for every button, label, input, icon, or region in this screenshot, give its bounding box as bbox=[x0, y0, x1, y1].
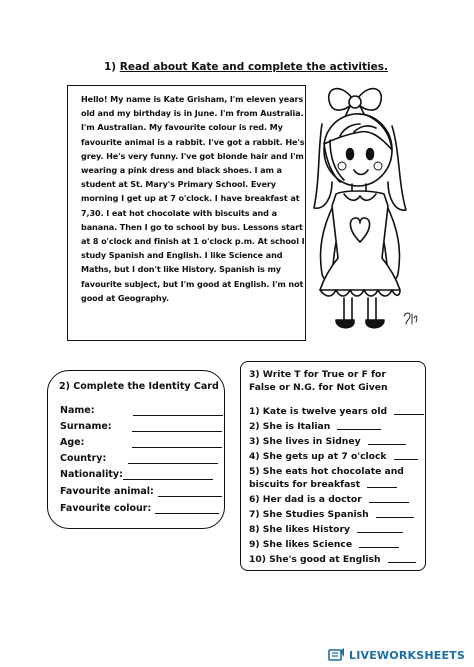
tf-answer-blank[interactable] bbox=[367, 478, 397, 488]
tf-statement: 8) She likes History bbox=[249, 524, 350, 535]
reading-line: morning I get up at 7 o'clock. I have breakfast at bbox=[81, 193, 300, 204]
field-label: Favourite animal: bbox=[60, 486, 154, 497]
tf-statement: 9) She likes Science bbox=[249, 539, 353, 550]
tf-answer-blank[interactable] bbox=[394, 450, 418, 460]
tf-item bbox=[249, 405, 424, 418]
reading-line: 7,30. I eat hot chocolate with biscuits and a bbox=[81, 207, 277, 218]
tf-item bbox=[249, 478, 397, 491]
identity-field-age bbox=[60, 437, 222, 448]
favourite-animal-answer-blank[interactable] bbox=[158, 487, 222, 497]
liveworksheets-logo-icon bbox=[328, 648, 346, 662]
girl-illustration bbox=[300, 78, 420, 340]
tf-statement: 6) Her dad is a doctor bbox=[249, 494, 362, 505]
reading-line: old and my birthday is in June. I'm from Australia. bbox=[81, 108, 304, 119]
tf-statement: 7) She Studies Spanish bbox=[249, 509, 369, 520]
tf-answer-blank[interactable] bbox=[369, 493, 409, 503]
true-false-title-line: 3) Write T for True or F for bbox=[249, 369, 386, 380]
identity-field-surname bbox=[60, 421, 222, 432]
reading-line: good at Geography. bbox=[81, 292, 169, 303]
tf-answer-blank[interactable] bbox=[388, 553, 416, 563]
tf-item bbox=[249, 420, 381, 433]
tf-answer-blank[interactable] bbox=[394, 405, 424, 415]
tf-statement: 1) Kate is twelve years old bbox=[249, 406, 388, 417]
identity-field-name bbox=[60, 405, 223, 416]
instruction-number: 1) bbox=[104, 61, 117, 73]
field-label: Surname: bbox=[60, 421, 112, 432]
instruction-text: Read about Kate and complete the activities. bbox=[119, 61, 388, 73]
identity-card-title: 2) Complete the Identity Card bbox=[59, 381, 219, 392]
liveworksheets-footer bbox=[328, 648, 465, 662]
tf-answer-blank[interactable] bbox=[359, 538, 399, 548]
reading-line: banana. Then I go to school by bus. Lessons start bbox=[81, 221, 303, 232]
liveworksheets-brand: LIVEWORKSHEETS bbox=[349, 648, 465, 662]
reading-line: student at St. Mary's Primary School. Every bbox=[81, 179, 276, 190]
tf-answer-blank[interactable] bbox=[337, 420, 381, 430]
name-answer-blank[interactable] bbox=[133, 406, 223, 416]
reading-line: wearing a pink dress and black shoes. I am a bbox=[81, 165, 282, 176]
instruction-heading bbox=[104, 61, 388, 73]
reading-line: study Spanish and English. I like Science and bbox=[81, 250, 283, 261]
tf-item bbox=[249, 435, 406, 448]
field-label: Age: bbox=[60, 437, 85, 448]
tf-statement: 2) She is Italian bbox=[249, 421, 331, 432]
nationality-answer-blank[interactable] bbox=[123, 470, 213, 480]
tf-statement: 3) She lives in Sidney bbox=[249, 436, 361, 447]
reading-line: Maths, but I don't like History. Spanish is my bbox=[81, 264, 281, 275]
field-label: Name: bbox=[60, 405, 95, 416]
field-label: Country: bbox=[60, 453, 107, 464]
favourite-colour-answer-blank[interactable] bbox=[155, 504, 219, 514]
reading-line: I'm Australian. My favourite colour is red. My bbox=[81, 122, 283, 133]
tf-item bbox=[249, 538, 399, 551]
country-answer-blank[interactable] bbox=[128, 454, 218, 464]
surname-answer-blank[interactable] bbox=[132, 422, 222, 432]
reading-line: Hello! My name is Kate Grisham, I'm eleven years bbox=[81, 94, 304, 104]
tf-item bbox=[249, 493, 409, 506]
age-answer-blank[interactable] bbox=[132, 438, 222, 448]
identity-field-favourite-colour bbox=[60, 503, 219, 514]
reading-line: grey. He's very funny. I've got blonde hair and I'm bbox=[81, 150, 304, 161]
tf-item bbox=[249, 508, 414, 521]
reading-line: favourite animal is a rabbit. I've got a rabbit. He's bbox=[81, 136, 305, 147]
reading-line: favourite subject, but I'm good at English. I'm not bbox=[81, 278, 304, 289]
true-false-title-line: False or N.G. for Not Given bbox=[249, 382, 388, 393]
tf-statement: 10) She's good at English bbox=[249, 554, 381, 565]
true-false-title bbox=[249, 368, 388, 394]
tf-statement: 4) She gets up at 7 o'clock bbox=[249, 451, 387, 462]
tf-item bbox=[249, 450, 418, 463]
reading-text-box bbox=[67, 85, 306, 341]
identity-field-favourite-animal bbox=[60, 486, 222, 497]
tf-item bbox=[249, 465, 404, 478]
tf-statement: biscuits for breakfast bbox=[249, 479, 361, 490]
tf-answer-blank[interactable] bbox=[357, 523, 403, 533]
reading-line: at 8 o'clock and finish at 1 o'clock p.m. At school I bbox=[81, 236, 305, 247]
tf-answer-blank[interactable] bbox=[368, 435, 406, 445]
identity-field-nationality bbox=[60, 469, 213, 480]
field-label: Nationality: bbox=[60, 469, 123, 480]
tf-item bbox=[249, 523, 403, 536]
tf-item bbox=[249, 553, 416, 566]
tf-statement: 5) She eats hot chocolate and bbox=[249, 466, 404, 477]
tf-answer-blank[interactable] bbox=[376, 508, 414, 518]
field-label: Favourite colour: bbox=[60, 503, 152, 514]
identity-field-country bbox=[60, 453, 218, 464]
